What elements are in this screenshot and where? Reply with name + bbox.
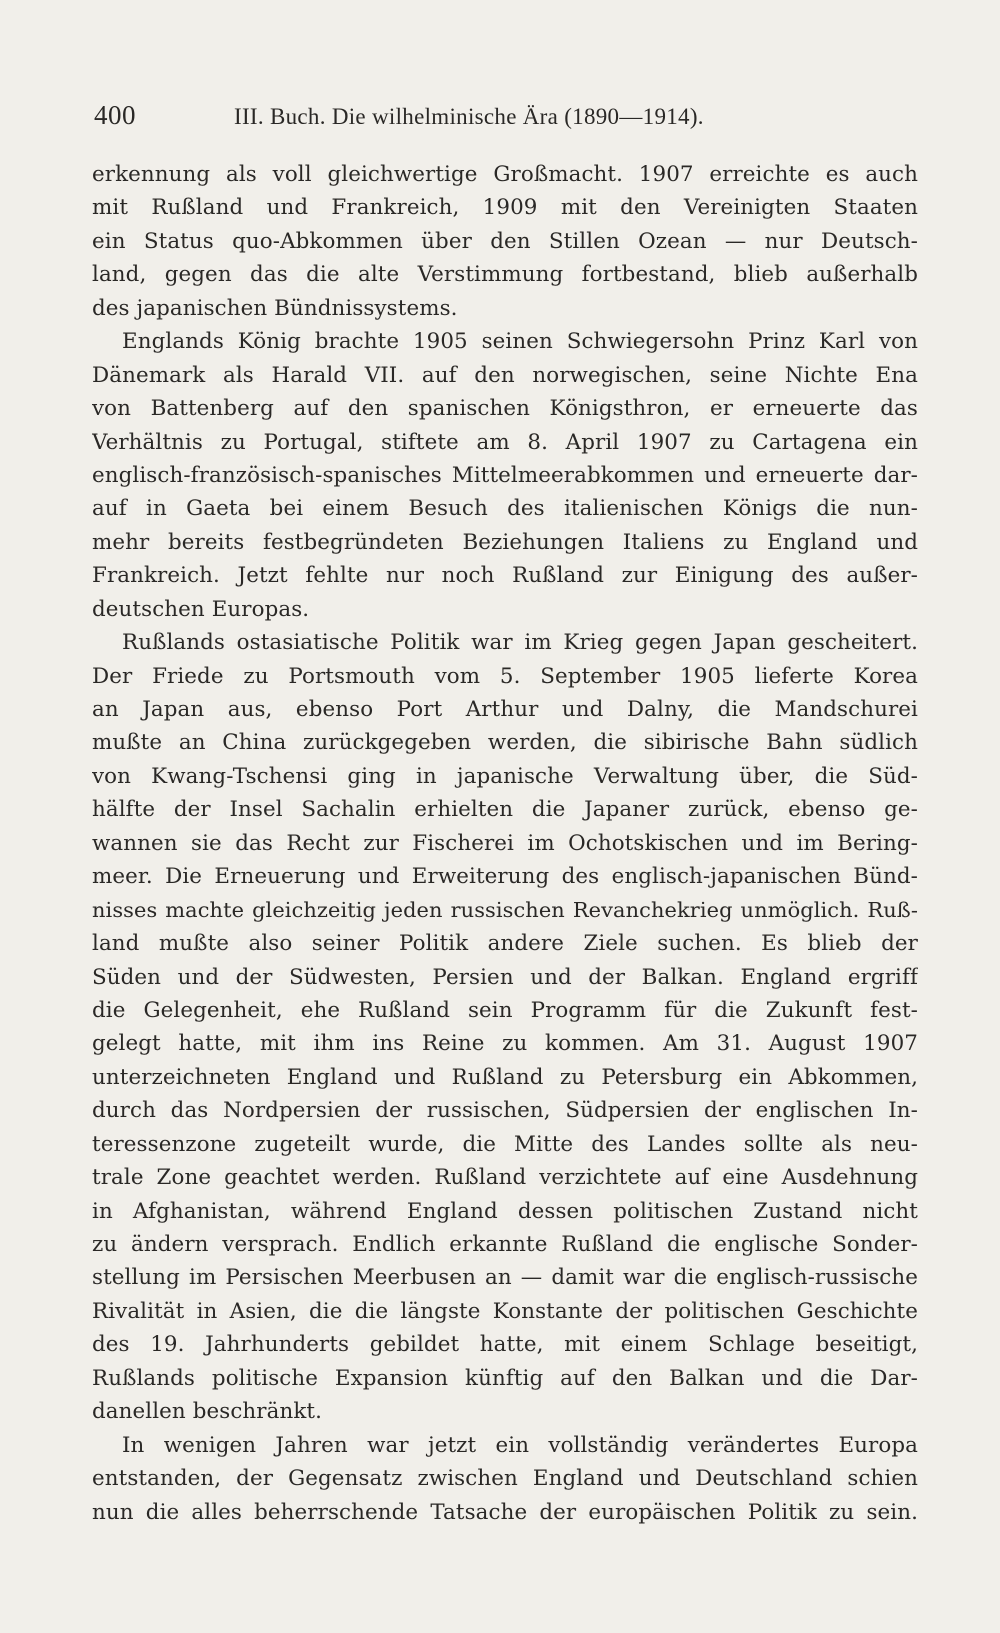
text-line: land mußte also seiner Politik andere Ziele suchen. Es blieb der [92,931,918,957]
text-line: Der Friede zu Portsmouth vom 5. September 1905 lieferte Korea [92,663,918,689]
text-line: nisses machte gleichzeitig jeden russischen Revanchekrieg unmöglich. Ruß- [92,897,918,922]
text-line: Dänemark als Harald VII. auf den norwegischen, seine Nichte Ena [92,362,918,388]
text-line: durch das Nordpersien der russischen, Südpersien der englischen In- [92,1098,918,1124]
text-line: wannen sie das Recht zur Fischerei im Ochotskischen und im Bering- [92,830,918,856]
page-number: 400 [94,100,136,130]
page-header [94,100,914,140]
text-line: teressenzone zugeteilt wurde, die Mitte des Landes sollte als neu- [92,1131,918,1157]
text-line: Frankreich. Jetzt fehlte nur noch Rußland zur Einigung des außer- [92,563,918,589]
text-line: die Gelegenheit, ehe Rußland sein Programm für die Zukunft fest- [92,997,918,1023]
text-line: Rivalität in Asien, die die längste Konstante der politischen Geschichte [92,1298,918,1324]
text-line: des japanischen Bündnissystems. [92,295,458,321]
text-line: danellen beschränkt. [92,1399,322,1425]
text-line: nun die alles beherrschende Tatsache der europäischen Politik zu sein. [92,1499,918,1525]
body-text [92,158,918,1529]
text-line: Rußlands politische Expansion künftig auf den Balkan und die Dar- [92,1365,918,1391]
text-line: unterzeichneten England und Rußland zu Petersburg ein Abkommen, [92,1064,918,1090]
text-line: englisch-französisch-spanisches Mittelmeerabkommen und erneuerte dar- [92,462,918,488]
text-line: von Kwang-Tschensi ging in japanische Verwaltung über, die Süd- [92,763,918,789]
text-line: mit Rußland und Frankreich, 1909 mit den Vereinigten Staaten [92,195,918,221]
text-line: meer. Die Erneuerung und Erweiterung des englisch-japanischen Bünd- [92,864,918,890]
text-line: mußte an China zurückgegeben werden, die sibirische Bahn südlich [92,730,918,756]
text-line: von Battenberg auf den spanischen Königsthron, er erneuerte das [92,396,918,422]
text-line: zu ändern versprach. Endlich erkannte Rußland die englische Sonder- [92,1232,918,1257]
text-line: des 19. Jahrhunderts gebildet hatte, mit einem Schlage beseitigt, [92,1332,918,1358]
text-line: entstanden, der Gegensatz zwischen England und Deutschland schien [92,1466,918,1492]
text-line: stellung im Persischen Meerbusen an — damit war die englisch-russische [92,1265,918,1291]
text-line: Süden und der Südwesten, Persien und der Balkan. England ergriff [92,964,918,990]
text-line: Verhältnis zu Portugal, stiftete am 8. April 1907 zu Cartagena ein [92,429,918,455]
text-line: erkennung als voll gleichwertige Großmacht. 1907 erreichte es auch [92,162,918,187]
text-line: ein Status quo-Abkommen über den Stillen Ozean — nur Deutsch- [92,228,918,254]
text-line: In wenigen Jahren war jetzt ein vollständig verändertes Europa [122,1432,918,1458]
text-line: hälfte der Insel Sachalin erhielten die Japaner zurück, ebenso ge- [92,797,918,823]
text-line: auf in Gaeta bei einem Besuch des italienischen Königs die nun- [92,496,918,522]
text-line: gelegt hatte, mit ihm ins Reine zu kommen. Am 31. August 1907 [92,1031,918,1057]
text-line: deutschen Europas. [92,596,310,622]
text-line: an Japan aus, ebenso Port Arthur und Dalny, die Mandschurei [92,697,918,722]
text-line: Englands König brachte 1905 seinen Schwiegersohn Prinz Karl von [122,329,918,355]
text-line: trale Zone geachtet werden. Rußland verzichtete auf eine Ausdehnung [92,1165,918,1191]
running-title: III. Buch. Die wilhelminische Ära (1890—1914). [234,104,704,129]
text-line: land, gegen das die alte Verstimmung fortbestand, blieb außerhalb [92,262,918,288]
text-line: in Afghanistan, während England dessen politischen Zustand nicht [92,1198,918,1224]
text-line: mehr bereits festbegründeten Beziehungen Italiens zu England und [92,529,918,555]
text-line: Rußlands ostasiatische Politik war im Krieg gegen Japan gescheitert. [122,630,918,656]
